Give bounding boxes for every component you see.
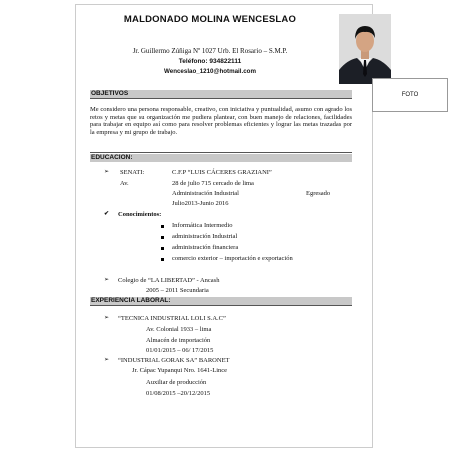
square-bullet-icon: [161, 247, 164, 250]
senati-address: 28 de julio 715 cercado de lima: [172, 180, 254, 187]
conocimiento-item: Informática Intermedio: [172, 222, 233, 229]
senati-label: SENATI:: [120, 169, 145, 176]
candidate-address: Jr. Guillermo Zúñiga Nº 1027 Urb. El Rosario – S.M.P.: [132, 47, 288, 55]
job-address: Jr. Cápac Yupanqui Nro. 1641-Lince: [132, 367, 228, 374]
conocimiento-item: comercio exterior – importación e exportación: [172, 255, 293, 262]
av-label: Av.: [120, 180, 129, 187]
job-company: “TECNICA INDUSTRIAL LOLI S.A.C”: [118, 315, 226, 322]
section-divider: [90, 98, 352, 99]
arrow-bullet-icon: ➢: [104, 277, 110, 283]
candidate-email: Wenceslao_1210@hotmail.com: [164, 68, 256, 75]
conocimiento-item: administración financiera: [172, 244, 239, 251]
section-divider: [90, 305, 352, 306]
photo-placeholder-box: FOTO: [372, 78, 448, 112]
section-objetivos: OBJETIVOS: [90, 90, 352, 98]
conocimiento-item: administración Industrial: [172, 233, 238, 240]
arrow-bullet-icon: ➢: [104, 357, 110, 363]
senati-name: C.F.P “LUIS CÁCERES GRAZIANI”: [172, 169, 272, 176]
candidate-phone: Teléfono: 934822111: [178, 58, 242, 65]
arrow-bullet-icon: ➢: [104, 169, 110, 175]
section-experiencia: EXPERIENCIA LABORAL:: [90, 297, 352, 305]
section-educacion: EDUCACION:: [90, 154, 352, 162]
job-company: “INDUSTRIAL GORAK SA” BARONET: [118, 357, 230, 364]
colegio-name: Colegio de “LA LIBERTAD” - Ancash: [118, 277, 220, 284]
senati-period: Julio2013-Junio 2016: [172, 200, 229, 207]
candidate-name: MALDONADO MOLINA WENCESLAO: [123, 14, 297, 25]
job-address: Av. Colonial 1933 – lima: [146, 326, 212, 333]
conocimientos-label: Conocimientos:: [118, 211, 162, 218]
candidate-photo: [339, 14, 391, 84]
check-bullet-icon: ✔: [104, 211, 110, 217]
job-period: 01/08/2015 –20/12/2015: [146, 390, 211, 397]
square-bullet-icon: [161, 236, 164, 239]
career: Administración Industrial: [172, 190, 239, 197]
square-bullet-icon: [161, 258, 164, 261]
career-status: Egresado: [306, 190, 331, 197]
job-role: Almacén de importación: [146, 337, 211, 344]
arrow-bullet-icon: ➢: [104, 315, 110, 321]
job-role: Auxiliar de producción: [146, 379, 207, 386]
colegio-period: 2005 – 2011 Secundaria: [146, 287, 209, 294]
job-period: 01/01/2015 – 06/ 17/2015: [146, 347, 214, 354]
square-bullet-icon: [161, 225, 164, 228]
portrait-image: [339, 14, 391, 84]
objetivos-text: Me considero una persona responsable, creativo, con iniciativa y puntualidad, asumo con agrado los retos y metas que su organización me pudiera plantear, con buen manejo de relaciones, facilidades para trabajar en equipo así como para resolver problemas eficientes y lograr las metas trazadas por la empresa y mi grupo de trabajo.: [90, 106, 352, 136]
section-divider: [90, 152, 352, 153]
